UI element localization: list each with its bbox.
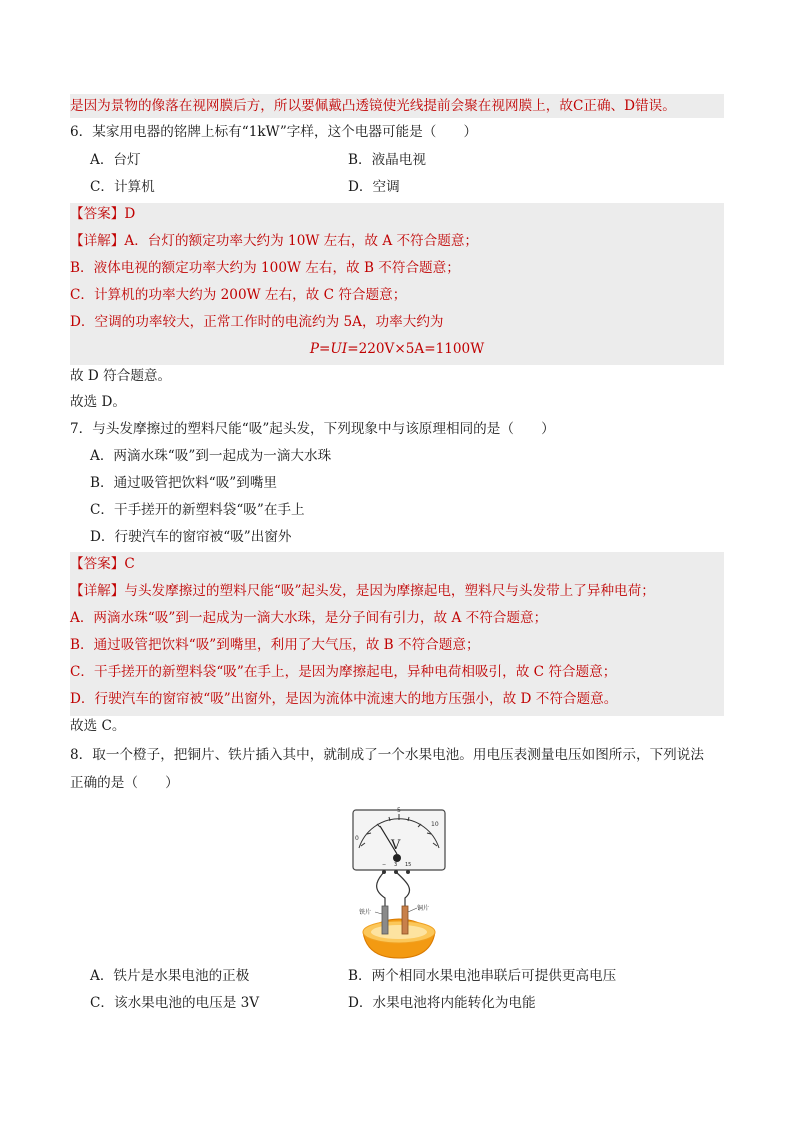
q6-detail-line-d: D．空调的功率较大，正常工作时的电流约为 5A，功率大约为 [70,314,444,330]
meter-symbol: V [391,838,401,853]
fruit-battery-figure [345,802,453,960]
q7-detail-tag: 【详解】 [70,583,125,599]
terminal-3-label: 3 [394,862,398,868]
needle-pivot [393,854,401,862]
label-iron: 铁片 [359,909,372,916]
q6-detail-line-c: C．计算机的功率大约为 200W 左右，故 C 符合题意； [70,287,407,303]
q6-answer-value: D [124,206,136,222]
iron-plate [382,906,388,934]
q6-detail-tag: 【详解】 [70,233,125,249]
terminal-minus-label: − [382,862,387,868]
q6-detail-text: A．台灯的额定功率大约为 10W 左右，故 A 不符合题意； [124,233,479,249]
scale-end-label: 10 [431,821,439,828]
prev-explanation-tail: 是因为景物的像落在视网膜后方，所以要佩戴凸透镜使光线提前会聚在视网膜上，故C正确、D错误。 [70,98,676,114]
q7-option-a: A．两滴水珠“吸”到一起成为一滴大水珠 [90,448,332,464]
q8-option-c: C．该水果电池的电压是 3V [90,995,260,1011]
q8-stem-line1: 8．取一个橙子，把铜片、铁片插入其中，就制成了一个水果电池。用电压表测量电压如图所示，下列说法 [70,747,704,763]
q6-option-b: B．液晶电视 [348,152,426,168]
label-copper: 铜片 [417,905,430,912]
terminal-15 [406,870,410,874]
q7-stem: 7．与头发摩擦过的塑料尺能“吸”起头发，下列现象中与该原理相同的是（ ） [70,421,555,437]
q7-detail-line-c: C．干手搓开的新塑料袋“吸”在手上，是因为摩擦起电，异种电荷相吸引，故 C 符合题意； [70,664,617,680]
q7-option-d: D．行驶汽车的窗帘被“吸”出窗外 [90,529,292,545]
q7-detail-text: 与头发摩擦过的塑料尺能“吸”起头发，是因为摩擦起电，塑料尺与头发带上了异种电荷； [124,583,655,599]
wire-left [377,872,385,906]
q6-option-c: C．计算机 [90,179,155,195]
q6-option-d: D．空调 [348,179,400,195]
q7-detail-line-a: A．两滴水珠“吸”到一起成为一滴大水珠，是分子间有引力，故 A 不符合题意； [70,610,548,626]
q7-option-b: B．通过吸管把饮料“吸”到嘴里 [90,475,278,491]
q6-conclusion: 故选 D。 [70,394,127,410]
leader-copper [408,908,417,912]
q7-answer [70,554,135,574]
q7-answer-value: C [124,556,135,572]
q8-stem-line2: 正确的是（ ） [70,775,179,791]
q6-answer [70,204,135,224]
q8-option-a: A．铁片是水果电池的正极 [90,968,250,984]
q7-conclusion: 故选 C。 [70,718,126,734]
leader-iron [375,912,382,914]
q6-detail-first [70,231,478,251]
q6-stem: 6．某家用电器的铭牌上标有“1kW”字样，这个电器可能是（ ） [70,124,478,140]
q7-detail-line-b: B．通过吸管把饮料“吸”到嘴里，利用了大气压，故 B 不符合题意； [70,637,480,653]
q6-formula-mid: =UI [318,341,348,357]
copper-plate [402,906,408,934]
q6-answer-tag: 【答案】 [70,206,125,222]
q7-detail-line-d: D．行驶汽车的窗帘被“吸”出窗外，是因为流体中流速大的地方压强小，故 D 不符合题意。 [70,691,618,707]
q6-tail: 故 D 符合题意。 [70,368,172,384]
q6-detail-line-b: B．液体电视的额定功率大约为 100W 左右，故 B 不符合题意； [70,260,460,276]
q8-option-b: B．两个相同水果电池串联后可提供更高电压 [348,968,617,984]
q6-formula-rhs: =220V×5A=1100W [347,341,485,357]
terminal-15-label: 15 [405,862,412,868]
q7-option-c: C．干手搓开的新塑料袋“吸”在手上 [90,502,305,518]
wire-right [396,872,410,906]
scale-left-label: 0 [355,835,359,842]
q6-formula [70,339,724,359]
q7-answer-tag: 【答案】 [70,556,125,572]
orange-pulp [371,925,427,939]
q7-detail-first [70,581,655,601]
q6-formula-lhs: P [309,341,319,357]
scale-mid-label: 5 [397,807,401,814]
q8-option-d: D．水果电池将内能转化为电能 [348,995,536,1011]
q6-option-a: A．台灯 [90,152,141,168]
